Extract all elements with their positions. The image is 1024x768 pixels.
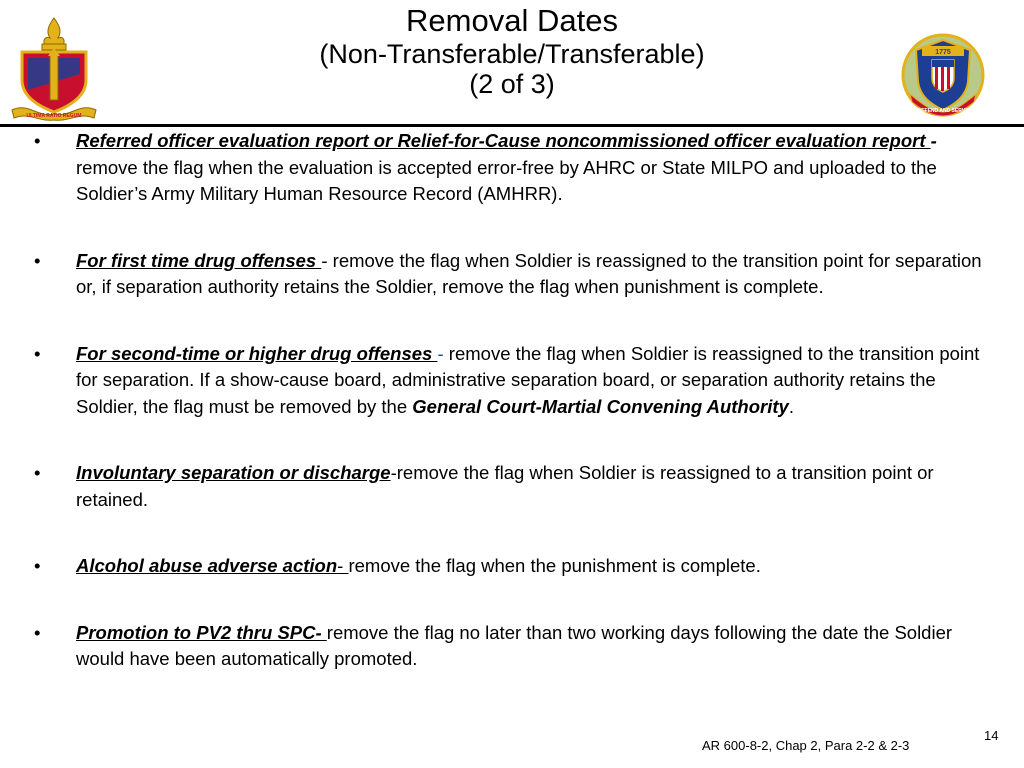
bullet-keyword: For second-time or higher drug offenses <box>76 342 438 364</box>
bullet-dot: • <box>34 462 41 483</box>
bullet-keyword: For first time drug offenses <box>76 249 322 271</box>
bullet-text: remove the flag when the evaluation is accepted error-free by AHRC or State MILPO and uploaded to the Soldier’s Army Military Human Resource Record (AMHRR). <box>76 156 937 204</box>
bullet-separator: - <box>437 342 449 364</box>
regulation-reference: AR 600-8-2, Chap 2, Para 2-2 & 2-3 <box>702 738 910 753</box>
list-item <box>28 620 1000 673</box>
bullet-dot: • <box>34 555 41 576</box>
bullet-tail: . <box>788 395 794 417</box>
bullet-dot: • <box>34 249 41 271</box>
list-item <box>28 128 1000 208</box>
bullet-separator: - <box>930 130 937 151</box>
bullet-dot: • <box>34 130 41 151</box>
title-part-indicator: (2 of 3) <box>469 68 555 99</box>
bullet-keyword: Referred officer evaluation report or Relief-for-Cause noncommissioned officer evaluation report <box>76 130 931 151</box>
bullet-dot: • <box>34 342 41 364</box>
bullet-separator: - <box>390 462 397 483</box>
bullet-text: remove the flag when Soldier is reassigned to the transition point for separation or, if separation authority retains the Soldier, remove the flag when punishment is complete. <box>76 249 982 297</box>
list-item <box>28 248 1000 301</box>
bullet-text: remove the flag when the punishment is complete. <box>348 555 761 576</box>
crest-right-motto: DEFEND AND SERVE <box>917 108 969 114</box>
bullet-keyword: Involuntary separation or discharge <box>76 462 391 483</box>
slide-title <box>0 4 1024 99</box>
removal-dates-list <box>28 128 1000 673</box>
list-item <box>28 460 1000 513</box>
title-divider <box>0 124 1024 127</box>
page-number: 14 <box>984 728 999 743</box>
bullet-dot: • <box>34 621 41 643</box>
bullet-text: remove the flag no later than two working days following the date the Soldier would have been automatically promoted. <box>76 621 953 669</box>
bullet-keyword: Alcohol abuse adverse action <box>76 555 338 576</box>
bullet-separator: - <box>337 555 349 576</box>
title-subtitle: (Non-Transferable/Transferable) <box>319 38 705 69</box>
crest-left-motto: ULTIMA RATIO REGUM <box>26 113 82 119</box>
bullet-text: remove the flag when Soldier is reassigned to a transition point or retained. <box>76 462 934 510</box>
bullet-emphasis: General Court-Martial Convening Authority <box>412 395 789 417</box>
crest-right-year: 1775 <box>935 49 951 56</box>
bullet-keyword: Promotion to PV2 thru SPC- <box>76 621 327 643</box>
bullet-text: remove the flag when Soldier is reassigned to the transition point for separation. If a show-cause board, administrative separation board, or separation authority retains the Soldier, the flag must be removed by the <box>76 342 980 417</box>
bullet-separator: - <box>321 249 333 271</box>
list-item <box>28 553 1000 580</box>
title-main: Removal Dates <box>406 3 618 38</box>
list-item <box>28 341 1000 421</box>
